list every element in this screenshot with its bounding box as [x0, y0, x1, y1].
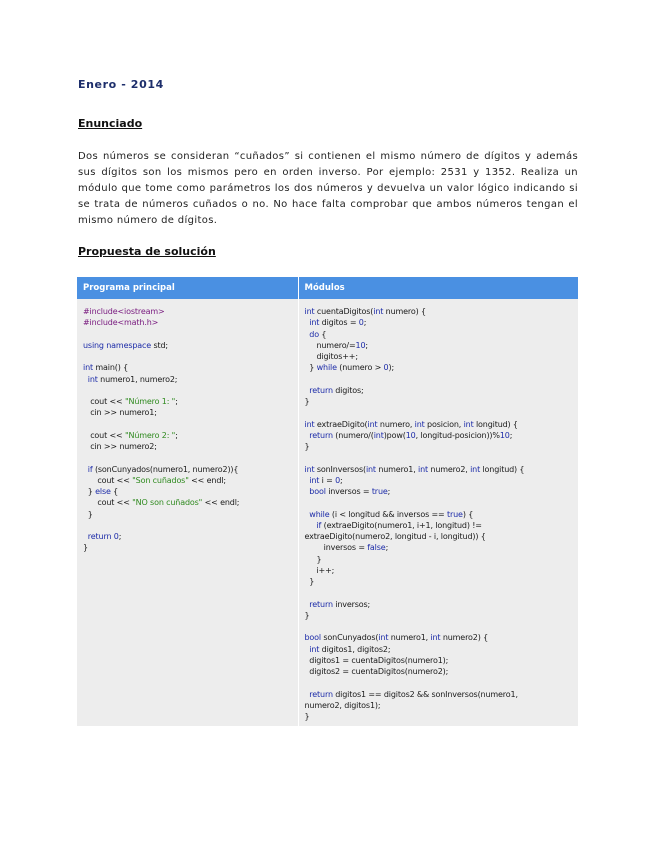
statement-heading: Enunciado [78, 117, 143, 130]
solution-heading: Propuesta de solución [78, 245, 216, 258]
page-title: Enero - 2014 [78, 78, 164, 91]
main-program-header: Programa principal [77, 277, 298, 299]
main-program-code: #include<iostream> #include<math.h> using namespace std; int main() { int numero1, numero2; cout << "Número 1: "; cin >> numero1; cout << "Número 2: "; cin >> numero2; if (sonCunyados(numero1, numero2)){ cout << "Son cuñados" << endl; } else { cout << "NO son cuñados" << endl; } return 0; } [83, 307, 240, 553]
modules-header: Módulos [298, 277, 578, 299]
modules-cell [298, 299, 578, 726]
statement-text: Dos números se consideran “cuñados” si contienen el mismo número de dígitos y además sus dígitos son los mismos pero en orden inverso. Por ejemplo: 2531 y 1352. Realiza un módulo que tome como parámetros los dos números y devuelva un valor lógico indicando si se trata de números cuñados o no. No hace falta comprobar que ambos números tengan el mismo número de dígitos. [78, 151, 578, 226]
main-program-cell [77, 299, 298, 726]
modules-code: int cuentaDigitos(int numero) { int digitos = 0; do { numero/=10; digitos++; } while (numero > 0); return digitos; } int extraeDigito(int numero, int posicion, int longitud) { return (numero/(int)pow(10, longitud-posicion))%10; } int sonInversos(int numero1, int numero2, int longitud) { int i = 0; bool inversos = true; while (i < longitud && inversos == true) { if (extraeDigito(numero1, i+1, longitud) != extraeDigito(numero2, longitud - i, longitud)) { inversos = false; } i++; } return inversos; } bool sonCunyados(int numero1, int numero2) { int digitos1, digitos2; digitos1 = cuentaDigitos(numero1); digitos2 = cuentaDigitos(numero2); return digitos1 == digitos2 && sonInversos(numero1, numero2, digitos1); } [304, 307, 525, 721]
solution-table [77, 277, 578, 726]
